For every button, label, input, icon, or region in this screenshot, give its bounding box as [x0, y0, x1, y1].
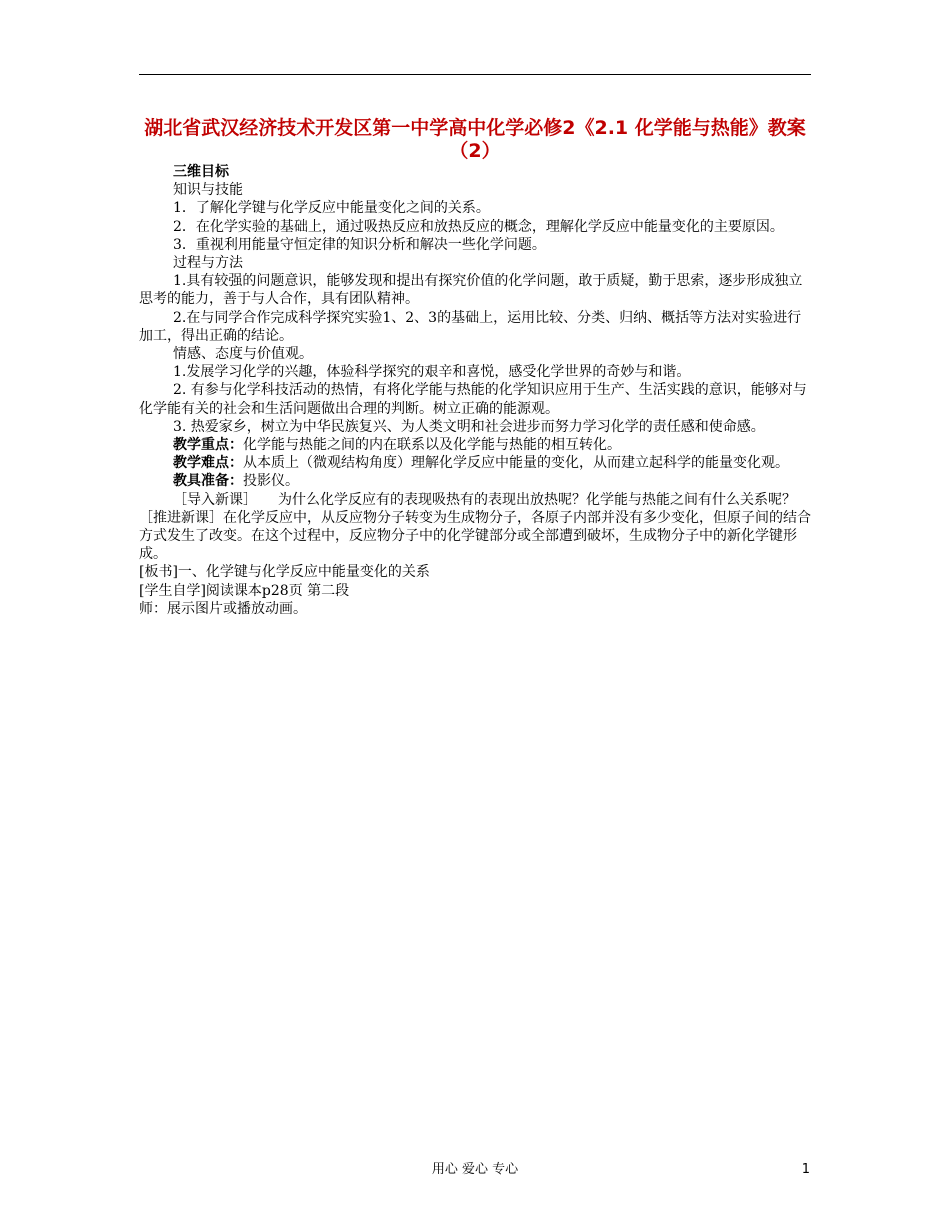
lesson-teacher: 师：展示图片或播放动画。 — [139, 600, 307, 617]
knowledge-item-3: 3．重视利用能量守恒定律的知识分析和解决一些化学问题。 — [173, 236, 546, 253]
key-points-label: 教学重点： — [173, 437, 243, 454]
lesson-intro: ［导入新课］ 为什么化学反应有的表现吸热有的表现出放热呢？化学能与热能之间有什么关系呢？ — [173, 491, 796, 508]
emotion-heading: 情感、态度与价值观。 — [173, 346, 313, 363]
materials-text: 投影仪。 — [243, 473, 299, 490]
key-points-text: 化学能与热能之间的内在联系以及化学能与热能的相互转化。 — [243, 437, 621, 454]
knowledge-item-2: 2．在化学实验的基础上，通过吸热反应和放热反应的概念，理解化学反应中能量变化的主要原因。 — [173, 218, 784, 235]
process-heading: 过程与方法 — [173, 255, 243, 272]
footer-motto: 用心 爱心 专心 — [431, 1162, 519, 1177]
lesson-board: [板书]一、化学键与化学反应中能量变化的关系 — [139, 564, 430, 581]
header-rule — [139, 74, 811, 75]
lesson-advance: ［推进新课］在化学反应中，从反应物分子转变为生成物分子，各原子内部并没有多少变化，但原子间的结合方式发生了改变。在这个过程中，反应物分子中的化学键部分或全部遭到破坏，生成物分子中的新化学键形成。 — [139, 509, 811, 563]
difficulty — [139, 454, 811, 472]
emotion-item-1: 1.发展学习化学的兴趣，体验科学探究的艰辛和喜悦，感受化学世界的奇妙与和谐。 — [173, 364, 691, 381]
document-title: 湖北省武汉经济技术开发区第一中学高中化学必修2《2.1 化学能与热能》教案（2） — [144, 117, 806, 162]
page-number: 1 — [801, 1162, 810, 1177]
difficulty-label: 教学难点： — [173, 455, 243, 472]
knowledge-heading: 知识与技能 — [173, 182, 243, 199]
process-item-2: 2.在与同学合作完成科学探究实验1、2、3的基础上，运用比较、分类、归纳、概括等方法对实验进行加工，得出正确的结论。 — [139, 309, 802, 344]
materials-label: 教具准备： — [173, 473, 243, 490]
emotion-item-2: 2. 有参与化学科技活动的热情，有将化学能与热能的化学知识应用于生产、生活实践的意识，能够对与化学能有关的社会和生活问题做出合理的判断。树立正确的能源观。 — [139, 382, 807, 417]
document-body — [139, 163, 811, 618]
materials — [139, 472, 811, 490]
difficulty-text: 从本质上（微观结构角度）理解化学反应中能量的变化，从而建立起科学的能量变化观。 — [243, 455, 789, 472]
key-points — [139, 436, 811, 454]
process-item-1: 1.具有较强的问题意识，能够发现和提出有探究价值的化学问题，敢于质疑，勤于思索，逐步形成独立思考的能力，善于与人合作，具有团队精神。 — [139, 273, 803, 308]
knowledge-item-1: 1．了解化学键与化学反应中能量变化之间的关系。 — [173, 200, 490, 217]
lesson-self-study: [学生自学]阅读课本p28页 第二段 — [139, 582, 350, 599]
objectives-heading: 三维目标 — [173, 164, 229, 180]
emotion-item-3: 3. 热爱家乡，树立为中华民族复兴、为人类文明和社会进步而努力学习化学的责任感和使命感。 — [173, 418, 765, 435]
